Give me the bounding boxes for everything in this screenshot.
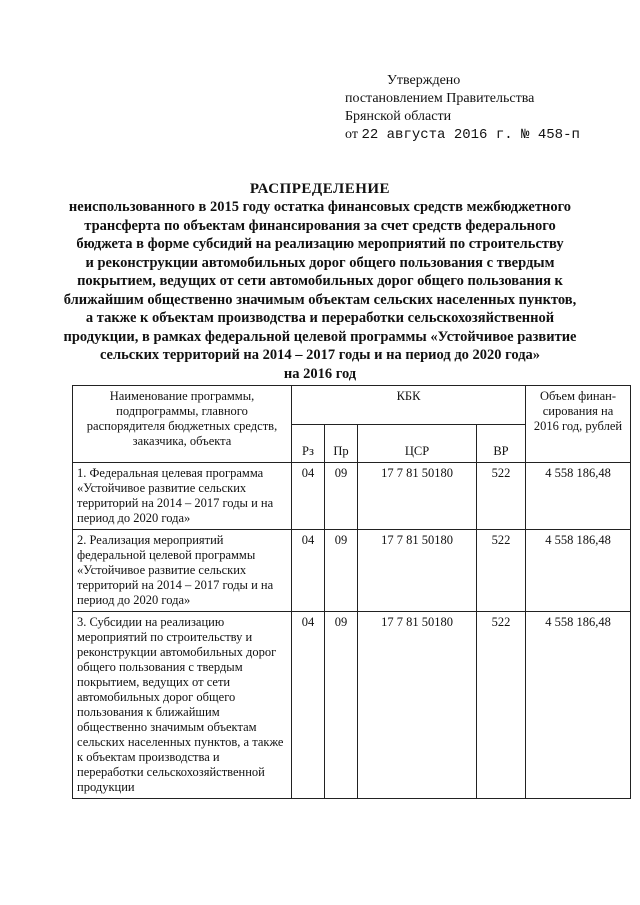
- title-heading: РАСПРЕДЕЛЕНИЕ: [249, 181, 391, 197]
- row-name: 2. Реализация мероприятий федеральной целевой программы «Устойчивое развитие сельских территорий на 2014 – 2017 годы и на период до 2020 года»: [73, 530, 292, 612]
- header-csr: ЦСР: [358, 424, 477, 463]
- row-name: 1. Федеральная целевая программа «Устойчивое развитие сельских территорий на 2014 – 2017 годы и на период до 2020 года»: [73, 463, 292, 530]
- row-name: 3. Субсидии на реализацию мероприятий по строительству и реконструкции автомобильных дорог общего пользования с твердым покрытием, ведущих от сети автомобильных дорог общего пользования к ближайшим общественно значимым объектам сельских населенных пунктов, а также к объектам производства и переработки сельскохозяйственной продукции: [73, 612, 292, 799]
- approval-line-approved: Утверждено: [387, 73, 461, 88]
- header-vr: ВР: [477, 424, 526, 463]
- row-sum: 4 558 186,48: [526, 612, 631, 799]
- title-line: бюджета в форме субсидий на реализацию мероприятий по строительству: [76, 236, 564, 252]
- row-rz: 04: [292, 463, 325, 530]
- table-header-row: [73, 386, 631, 425]
- row-rz: 04: [292, 612, 325, 799]
- title-line: неиспользованного в 2015 году остатка финансовых средств межбюджетного: [68, 199, 572, 215]
- header-kbk: КБК: [292, 386, 526, 425]
- row-pr: 09: [325, 612, 358, 799]
- title-line: сельских территорий на 2014 – 2017 годы и на период до 2020 года»: [99, 347, 541, 363]
- row-vr: 522: [477, 612, 526, 799]
- row-sum: 4 558 186,48: [526, 463, 631, 530]
- row-vr: 522: [477, 530, 526, 612]
- row-pr: 09: [325, 463, 358, 530]
- title-line: продукции, в рамках федеральной целевой программы «Устойчивое развитие: [63, 328, 577, 345]
- document-title: [0, 180, 640, 383]
- table-row: [73, 463, 631, 530]
- approval-line-region: Брянской области: [345, 109, 452, 124]
- row-csr: 17 7 81 50180: [358, 463, 477, 530]
- header-pr: Пр: [325, 424, 358, 463]
- header-name: Наименование программы, подпрограммы, главного распорядителя бюджетных средств, заказчика, объекта: [73, 386, 292, 463]
- approval-date-value: 22 августа 2016 г. № 458-п: [361, 127, 580, 143]
- approval-date-prefix: от: [345, 127, 358, 142]
- row-sum: 4 558 186,48: [526, 530, 631, 612]
- table-row: [73, 612, 631, 799]
- title-line: ближайшим общественно значимым объектам сельских населенных пунктов,: [63, 291, 577, 308]
- row-rz: 04: [292, 530, 325, 612]
- row-csr: 17 7 81 50180: [358, 612, 477, 799]
- title-line: и реконструкции автомобильных дорог общего пользования с твердым: [85, 254, 555, 271]
- distribution-table: [72, 385, 631, 799]
- header-volume: Объем финан-сирования на 2016 год, рублей: [526, 386, 631, 463]
- title-line: а также к объектам производства и переработки сельскохозяйственной: [85, 310, 555, 326]
- row-vr: 522: [477, 463, 526, 530]
- approval-date: [345, 126, 580, 144]
- row-pr: 09: [325, 530, 358, 612]
- title-line: покрытием, ведущих от сети автомобильных дорог общего пользования к: [77, 273, 563, 289]
- approval-block: [345, 72, 580, 144]
- title-line: трансферта по объектам финансирования за счет средств федерального: [84, 217, 556, 234]
- row-csr: 17 7 81 50180: [358, 530, 477, 612]
- approval-line-resolution: постановлением Правительства: [345, 91, 535, 106]
- title-line: на 2016 год: [283, 365, 357, 382]
- header-rz: Рз: [292, 424, 325, 463]
- table-row: [73, 530, 631, 612]
